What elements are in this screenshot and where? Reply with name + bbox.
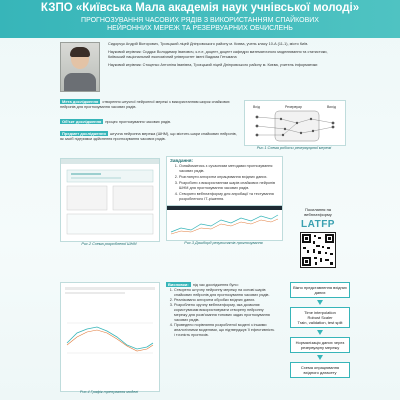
photo-shirt [64,73,96,91]
training-figure [60,282,160,392]
figure-4-caption: Рис.4 Графік тренування моделі [79,390,139,394]
tasks-list [167,164,282,202]
flow-step-2-line-1: Time interpolation [304,310,336,315]
diagram-label-input: Вхід [253,105,260,109]
goal-text: створення штучної нейронної мережі з використанням широк спайкових нейронів для прогнозування часових рядів. [60,100,230,109]
qr-label-line-2: вебплатформу [304,212,332,217]
reservoir-diagram [244,100,346,146]
training-svg [61,283,159,391]
flow-step-3: Нормалізація даних через резервуарну мережу [290,337,350,353]
qr-code[interactable] [300,232,336,268]
diagram-label-output: Вихід [327,105,336,109]
author-student: Сидорчук Андрій Вікторович, Троєцький ліцей Дніпровського району м. Києва, учень класу 10-А (11-1), місто Київ. [108,42,309,46]
task-item-3: 3. Розробити з використанням шарів спайкових нейронів ШНМ для прогнозування часових рядів. [179,181,282,191]
object-block [60,119,238,125]
subject-block [60,131,238,142]
flow-arrow-1 [317,300,323,305]
figure-3-caption: Рис.3 Дашборд результатів прогнозування [184,241,263,245]
diagram-reservoir-box [275,111,319,141]
network-scheme-figure [60,158,160,242]
flow-step-1: Вікно представлення вхідних даних [290,282,350,298]
flow-step-2-line-3: Train, validation, test split [297,320,343,325]
reservoir-diagram-svg [245,101,345,145]
qr-label-line-1: Посилання на [304,207,332,212]
conclusions-intro: під час дослідження було: [192,283,239,287]
figure-1-caption: Рис.1 Схема роботи резервуарної мережі [256,146,332,150]
conclusions-list [166,288,276,338]
tasks-heading: Завдання: [170,158,194,163]
conclusions-block [166,282,276,338]
conclusion-item-3: 3. Розроблено зручну вебплатформу, яка дозволяє користувачам використовувати створену нейронну мережу для розв'язання типових задач прогнозування часових рядів. [174,303,276,323]
author-photo [60,42,100,92]
conclusion-item-4: 4. Проведено порівняння розробленої моделі з іншими аналогічними моделями, що підтверджує її ефективність і точність прогнозів. [174,323,276,338]
subtitle-line-1: ПРОГНОЗУВАННЯ ЧАСОВИХ РЯДІВ З ВИКОРИСТАННЯМ СПАЙКОВИХ [81,17,319,24]
flow-step-4: Схема опрацювання вхідного датасету [290,362,350,378]
qr-code-svg [301,233,335,267]
task-item-1: 1. Ознайомитись з сучасними методами прогнозування часових рядів. [179,164,282,174]
dashboard-figure [166,205,283,241]
conclusion-item-2: 2. Реалізовано алгоритм обробки вхідних даних. [174,298,276,303]
goal-block [60,99,238,110]
author-supervisor-1: Науковий керівник: Сиддьє Володимир Іванович, к.н.е, доцент, доцент кафедри математичного моделювання та статистики, Київський національний економічний університет імені Вадима Гетьмана [108,50,328,59]
subject-text: штучна нейронна мережа (ШНМ), що містить шари спайкових нейронів, як засіб підтримки здійснення прогнозування часових рядів. [60,132,237,141]
author-supervisor-2: Науковий керівник: Стоценко Антоніна Іванівна, Троєцький ліцей Дніпровського району м. Києва, учитель інформатики [108,63,318,67]
data-flow-scheme [290,282,350,378]
conclusion-item-1: 1. Створено штучну нейронну мережу на основі шарів спайкових нейронів для прогнозування часових рядів. [174,288,276,298]
qr-block [294,207,342,279]
flow-arrow-2 [317,330,323,335]
network-scheme-svg [61,164,159,240]
object-text: процес прогнозування часових рядів. [105,120,172,124]
object-label: Об'єкт дослідження [62,119,102,124]
task-item-4: 4. Створити вебплатформу для апробації та тестування розробленого ІТ-рішення. [179,192,282,202]
flow-arrow-3 [317,355,323,360]
subject-label: Предмет дослідження [62,131,106,136]
conclusions-label: Висновки: [168,282,189,287]
authors-block [108,42,338,71]
header-subtitle [0,17,400,33]
task-item-2: 2. Розглянути алгоритм опрацювання вхідних даних. [179,175,282,180]
flow-step-2-line-2: Robust Scaler [307,315,333,320]
photo-hair [70,47,90,57]
subtitle-line-2: НЕЙРОННИХ МЕРЕЖ ТА РЕЗЕРВУАРНИХ ОБЧИСЛЕНЬ [107,25,293,32]
flow-step-2 [290,307,350,328]
header-banner [0,0,400,38]
header-title: КЗПО «Київська Мала академія наук учнівської молоді» [40,2,360,14]
platform-logo: LATFP [301,219,335,230]
diagram-label-reservoir: Резервуар [285,105,302,109]
figure-2-caption: Рис.2 Схема розробленої ШНМ [81,242,137,246]
dashboard-svg [167,206,282,240]
goal-label: Мета дослідження [62,99,99,104]
